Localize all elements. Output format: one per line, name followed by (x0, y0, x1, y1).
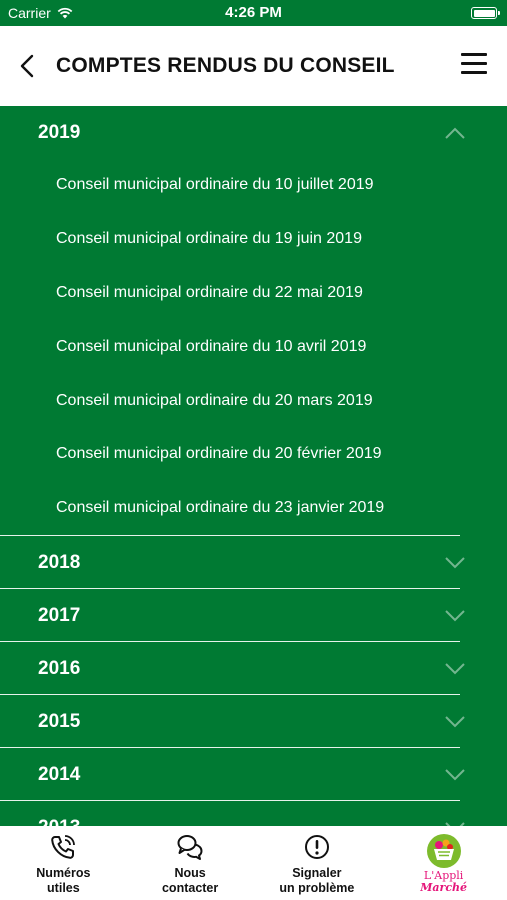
tab-label (279, 866, 354, 896)
tab-label-line: Nous (174, 866, 206, 880)
year-header-2019[interactable] (0, 106, 460, 159)
chevron-down-icon (444, 715, 466, 729)
status-time: 4:26 PM (225, 4, 282, 21)
report-item[interactable]: Conseil municipal ordinaire du 22 mai 2019 (56, 283, 363, 301)
chevron-left-icon (20, 54, 34, 78)
report-item[interactable]: Conseil municipal ordinaire du 10 avril 2019 (56, 337, 367, 355)
tab-label-line: Numéros (36, 866, 91, 880)
year-header-2018[interactable] (0, 536, 460, 589)
report-list (0, 159, 460, 537)
chat-bubbles-icon (175, 832, 205, 862)
tab-label (162, 866, 218, 896)
tab-contact[interactable] (127, 826, 254, 900)
year-label: 2018 (38, 552, 81, 574)
year-label: 2019 (38, 122, 81, 143)
year-header-2014[interactable] (0, 748, 460, 801)
battery-icon (471, 7, 497, 19)
report-item[interactable]: Conseil municipal ordinaire du 20 février 2019 (56, 445, 382, 463)
report-item[interactable]: Conseil municipal ordinaire du 10 juillet 2019 (56, 176, 374, 194)
year-header-2016[interactable] (0, 642, 460, 695)
tab-useful-numbers[interactable] (0, 826, 127, 900)
status-bar (0, 0, 507, 26)
carrier-label: Carrier (8, 5, 51, 21)
reports-accordion[interactable] (0, 106, 507, 826)
alert-icon (302, 832, 332, 862)
report-item[interactable]: Conseil municipal ordinaire du 20 mars 2019 (56, 391, 373, 409)
tab-label-line: un problème (279, 881, 355, 895)
hamburger-line (461, 71, 487, 74)
back-button[interactable] (14, 51, 40, 81)
tab-label-line: contacter (161, 881, 219, 895)
tab-label-line: Signaler (292, 866, 342, 880)
chevron-up-icon (444, 126, 466, 140)
tab-label (36, 866, 90, 896)
chevron-down-icon (444, 768, 466, 782)
year-label: 2016 (38, 658, 81, 680)
year-label: 2017 (38, 605, 81, 627)
year-header-2017[interactable] (0, 589, 460, 642)
logo-text: L'Appli (423, 869, 464, 882)
logo-text: Marché (420, 881, 468, 894)
chevron-down-icon (444, 662, 466, 676)
chevron-down-icon (444, 609, 466, 623)
tab-report-problem[interactable] (254, 826, 381, 900)
tab-label-line: utiles (47, 881, 80, 895)
tab-appli-marche[interactable] (380, 826, 507, 900)
report-item[interactable]: Conseil municipal ordinaire du 19 juin 2019 (56, 230, 362, 248)
year-label: 2014 (38, 764, 81, 786)
page-title: COMPTES RENDUS DU CONSEIL (56, 54, 395, 77)
hamburger-line (461, 62, 487, 65)
tab-bar (0, 826, 507, 900)
basket-logo-icon (427, 834, 461, 868)
hamburger-icon (461, 53, 487, 56)
nav-header (0, 26, 507, 106)
year-label: 2015 (38, 711, 81, 733)
menu-button[interactable] (461, 52, 487, 76)
phone-icon (48, 832, 78, 862)
year-header-2015[interactable] (0, 695, 460, 748)
report-item[interactable]: Conseil municipal ordinaire du 23 janvier 2019 (56, 499, 385, 517)
year-section-2019 (0, 106, 507, 536)
chevron-down-icon (444, 556, 466, 570)
